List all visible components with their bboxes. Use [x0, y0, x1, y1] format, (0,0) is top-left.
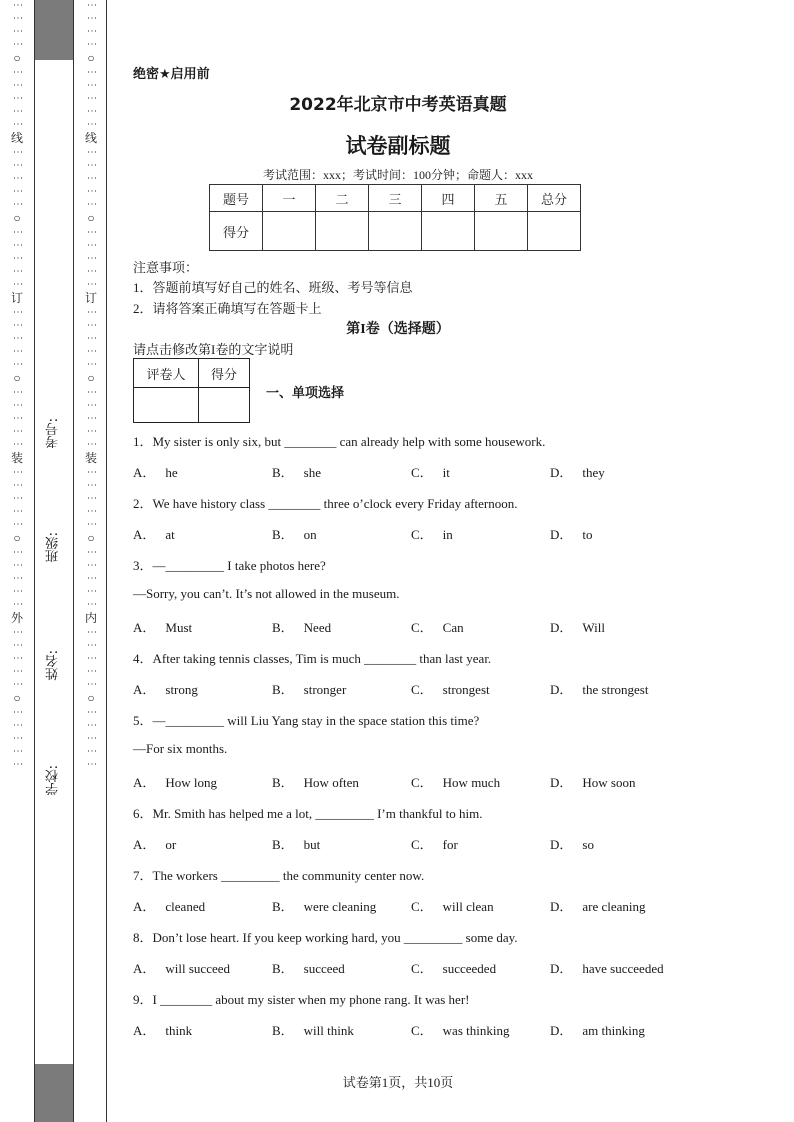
cut-dots: ⋮ [86, 106, 97, 116]
cut-dots: ⋮ [86, 320, 97, 330]
cut-dots: ⋮ [12, 160, 23, 170]
cut-dots: ⋮ [86, 227, 97, 237]
cut-dots: ⋮ [86, 119, 97, 129]
option-letter: B． [272, 1023, 294, 1038]
cut-dots: ⋮ [12, 387, 23, 397]
option-text: How often [303, 775, 359, 790]
option-letter: D． [550, 465, 573, 480]
margin-rule [106, 0, 107, 1122]
option-letter: D． [550, 1023, 573, 1038]
cut-dots: ⋮ [86, 333, 97, 343]
cut-dots: ⋮ [12, 707, 23, 717]
cut-dots: ⋮ [86, 746, 97, 756]
cut-dots: ⋮ [12, 493, 23, 503]
grader-table [133, 358, 250, 423]
cut-dots: ⋮ [12, 67, 23, 77]
cut-dots: ⋮ [12, 759, 23, 769]
option-letter: A． [133, 961, 156, 976]
option-letter: C． [411, 837, 433, 852]
cut-dots: ⋮ [12, 733, 23, 743]
answer-option[interactable] [133, 1020, 192, 1039]
question-stem: 3．—_________ I take photos here? [133, 558, 326, 573]
score-table-header-row [210, 185, 581, 212]
cut-dots: ⋮ [86, 653, 97, 663]
cut-dots: ⋮ [12, 240, 23, 250]
secret-mark: 绝密★启用前 [133, 67, 210, 82]
option-text: have succeeded [582, 961, 664, 976]
score-table-cell: 五 [475, 185, 528, 212]
cut-line-label: 订 [84, 291, 97, 305]
cut-dots: ⋮ [12, 106, 23, 116]
cut-dots: ⋮ [12, 346, 23, 356]
option-letter: D． [550, 620, 573, 635]
cut-dots: ⋮ [86, 493, 97, 503]
cut-dots: ⋮ [12, 186, 23, 196]
binding-circle-mark: ○ [87, 371, 95, 385]
answer-option[interactable] [550, 524, 593, 543]
grader-label: 评卷人 [134, 359, 199, 388]
cut-dots: ⋮ [86, 666, 97, 676]
answer-option[interactable] [411, 772, 500, 791]
option-letter: A． [133, 775, 156, 790]
option-letter: C． [411, 527, 433, 542]
answer-option[interactable] [550, 958, 664, 977]
cut-dots: ⋮ [86, 573, 97, 583]
answer-option[interactable] [272, 524, 317, 543]
answer-option[interactable] [133, 462, 178, 481]
binding-circle-mark: ○ [13, 531, 21, 545]
notes-title: 注意事项： [133, 260, 199, 275]
option-text: am thinking [582, 1023, 645, 1038]
cut-dots: ⋮ [12, 80, 23, 90]
score-table-cell: 一 [263, 185, 316, 212]
cut-dots: ⋮ [86, 733, 97, 743]
cut-dots: ⋮ [86, 307, 97, 317]
cut-dots: ⋮ [86, 640, 97, 650]
option-text: How much [442, 775, 501, 790]
exam-number-field[interactable]: 考号: [46, 418, 61, 449]
part-description[interactable]: 请点击修改第I卷的文字说明 [133, 342, 294, 357]
binding-circle-mark: ○ [87, 691, 95, 705]
cut-line-label: 线 [10, 131, 23, 145]
option-text: was thinking [442, 1023, 510, 1038]
question-stem: 9．I ________ about my sister when my phone rang. It was her! [133, 992, 470, 1007]
cut-dots: ⋮ [12, 627, 23, 637]
cut-dots: ⋮ [86, 160, 97, 170]
cut-dots: ⋮ [12, 279, 23, 289]
cut-dots: ⋮ [86, 707, 97, 717]
option-letter: A． [133, 682, 156, 697]
answer-option[interactable] [272, 896, 376, 915]
score-input-cell[interactable] [475, 212, 528, 251]
cut-dots: ⋮ [12, 266, 23, 276]
note-item: 2．请将答案正确填写在答题卡上 [133, 301, 322, 316]
binding-circle-mark: ○ [13, 51, 21, 65]
cut-dots: ⋮ [12, 119, 23, 129]
option-letter: C． [411, 961, 433, 976]
question-stem: 2．We have history class ________ three o’clock every Friday afternoon. [133, 496, 518, 511]
cut-dots: ⋮ [86, 346, 97, 356]
question-stem: 8．Don’t lose heart. If you keep working hard, you _________ some day. [133, 930, 518, 945]
cut-dots: ⋮ [12, 426, 23, 436]
answer-option[interactable] [272, 772, 359, 791]
cut-dots: ⋮ [86, 67, 97, 77]
cut-line-label: 内 [84, 611, 97, 625]
option-text: Will [582, 620, 605, 635]
cut-dots: ⋮ [12, 560, 23, 570]
cut-dots: ⋮ [86, 400, 97, 410]
question-stem: 7．The workers _________ the community center now. [133, 868, 425, 883]
option-text: he [165, 465, 178, 480]
option-text: How long [165, 775, 218, 790]
option-letter: C． [411, 682, 433, 697]
answer-option[interactable] [133, 772, 217, 791]
answer-option[interactable] [550, 462, 605, 481]
outer-cut-line [10, 0, 24, 1122]
option-letter: A． [133, 465, 156, 480]
score-table-cell: 题号 [210, 185, 263, 212]
option-text: cleaned [165, 899, 206, 914]
option-text: succeeded [442, 961, 497, 976]
cut-dots: ⋮ [86, 519, 97, 529]
option-letter: A． [133, 1023, 156, 1038]
answer-option[interactable] [272, 958, 345, 977]
cut-dots: ⋮ [86, 80, 97, 90]
option-text: succeed [303, 961, 345, 976]
binding-circle-mark: ○ [87, 51, 95, 65]
cut-dots: ⋮ [86, 413, 97, 423]
answer-option[interactable] [411, 834, 458, 853]
option-letter: C． [411, 465, 433, 480]
name-field[interactable]: 姓名: [46, 650, 61, 681]
cut-dots: ⋮ [12, 227, 23, 237]
option-letter: C． [411, 620, 433, 635]
option-text: think [165, 1023, 193, 1038]
answer-option[interactable] [272, 617, 331, 636]
cut-line-label: 外 [10, 611, 23, 625]
option-text: they [582, 465, 605, 480]
option-letter: A． [133, 527, 156, 542]
score-input-cell[interactable] [263, 212, 316, 251]
cut-dots: ⋮ [12, 599, 23, 609]
binding-circle-mark: ○ [87, 531, 95, 545]
option-text: Need [303, 620, 332, 635]
cut-dots: ⋮ [12, 480, 23, 490]
answer-option[interactable] [550, 679, 648, 698]
question-stem: 4．After taking tennis classes, Tim is much ________ than last year. [133, 651, 492, 666]
option-text: or [165, 837, 177, 852]
question-stem: 5．—_________ will Liu Yang stay in the space station this time? [133, 713, 480, 728]
page-footer: 试卷第1页，共10页 [342, 1075, 454, 1090]
cut-dots: ⋮ [12, 573, 23, 583]
answer-option[interactable] [411, 1020, 509, 1039]
option-text: strongest [442, 682, 490, 697]
option-text: How soon [582, 775, 636, 790]
binding-circle-mark: ○ [13, 691, 21, 705]
answer-option[interactable] [411, 958, 496, 977]
question-stem: 6．Mr. Smith has helped me a lot, _________ I’m thankful to him. [133, 806, 483, 821]
cut-dots: ⋮ [12, 13, 23, 23]
cut-dots: ⋮ [86, 279, 97, 289]
cut-dots: ⋮ [86, 759, 97, 769]
answer-option[interactable] [411, 679, 490, 698]
score-table-cell: 二 [316, 185, 369, 212]
answer-option[interactable] [272, 1020, 354, 1039]
option-letter: D． [550, 899, 573, 914]
option-text: for [442, 837, 458, 852]
cut-dots: ⋮ [12, 720, 23, 730]
answer-option[interactable] [133, 958, 230, 977]
answer-option[interactable] [272, 679, 346, 698]
option-letter: C． [411, 775, 433, 790]
note-item: 1．答题前填写好自己的姓名、班级、考号等信息 [133, 280, 413, 295]
section-heading: 一、单项选择 [266, 386, 345, 401]
cut-dots: ⋮ [12, 746, 23, 756]
question-stem: —Sorry, you can’t. It’s not allowed in the museum. [133, 586, 400, 601]
option-letter: A． [133, 837, 156, 852]
cut-dots: ⋮ [12, 333, 23, 343]
cut-dots: ⋮ [86, 547, 97, 557]
cut-dots: ⋮ [12, 307, 23, 317]
answer-option[interactable] [550, 1020, 645, 1039]
cut-dots: ⋮ [12, 147, 23, 157]
cut-dots: ⋮ [86, 26, 97, 36]
cut-dots: ⋮ [12, 320, 23, 330]
cut-dots: ⋮ [12, 439, 23, 449]
option-text: will clean [442, 899, 494, 914]
cut-dots: ⋮ [12, 400, 23, 410]
answer-option[interactable] [411, 524, 453, 543]
cut-dots: ⋮ [86, 560, 97, 570]
answer-option[interactable] [550, 834, 594, 853]
option-letter: D． [550, 837, 573, 852]
grader-score-label: 得分 [199, 359, 250, 388]
option-letter: B． [272, 837, 294, 852]
cut-dots: ⋮ [12, 586, 23, 596]
binding-strip-bottom-shade [35, 1064, 73, 1122]
cut-dots: ⋮ [12, 26, 23, 36]
inner-cut-line [84, 0, 98, 1122]
answer-option[interactable] [272, 462, 321, 481]
answer-option[interactable] [272, 834, 320, 853]
exam-title: 2022年北京市中考英语真题 [289, 95, 507, 115]
score-input-cell[interactable] [528, 212, 581, 251]
cut-dots: ⋮ [12, 666, 23, 676]
score-table-cell: 三 [369, 185, 422, 212]
cut-dots: ⋮ [12, 359, 23, 369]
answer-option[interactable] [550, 617, 605, 636]
cut-dots: ⋮ [12, 653, 23, 663]
cut-dots: ⋮ [86, 439, 97, 449]
option-text: at [165, 527, 175, 542]
option-text: the strongest [582, 682, 649, 697]
cut-dots: ⋮ [12, 0, 23, 10]
cut-dots: ⋮ [86, 359, 97, 369]
option-text: will think [303, 1023, 354, 1038]
cut-dots: ⋮ [12, 506, 23, 516]
score-table-cell: 得分 [210, 212, 263, 251]
question-stem: —For six months. [133, 741, 228, 756]
option-letter: C． [411, 899, 433, 914]
option-text: in [442, 527, 453, 542]
score-input-cell[interactable] [316, 212, 369, 251]
answer-option[interactable] [133, 834, 176, 853]
cut-dots: ⋮ [86, 627, 97, 637]
option-text: Can [442, 620, 464, 635]
option-letter: D． [550, 961, 573, 976]
option-text: to [582, 527, 593, 542]
binding-strip-top-shade [35, 0, 73, 60]
option-letter: A． [133, 620, 156, 635]
school-field[interactable]: 学校: [46, 765, 61, 796]
option-text: stronger [303, 682, 347, 697]
cut-dots: ⋮ [86, 186, 97, 196]
score-table [209, 184, 581, 251]
score-table-score-row [210, 212, 581, 251]
answer-option[interactable] [133, 896, 205, 915]
answer-option[interactable] [411, 462, 450, 481]
grader-name-cell[interactable] [134, 388, 199, 423]
binding-circle-mark: ○ [13, 371, 21, 385]
cut-dots: ⋮ [86, 599, 97, 609]
cut-line-label: 装 [84, 451, 97, 465]
cut-dots: ⋮ [86, 586, 97, 596]
cut-dots: ⋮ [86, 679, 97, 689]
cut-dots: ⋮ [12, 519, 23, 529]
exam-subtitle: 试卷副标题 [345, 134, 451, 158]
option-letter: D． [550, 775, 573, 790]
cut-dots: ⋮ [86, 467, 97, 477]
score-input-cell[interactable] [369, 212, 422, 251]
option-letter: B． [272, 527, 294, 542]
binding-circle-mark: ○ [87, 211, 95, 225]
option-text: she [303, 465, 322, 480]
cut-dots: ⋮ [86, 93, 97, 103]
cut-dots: ⋮ [86, 147, 97, 157]
cut-dots: ⋮ [86, 506, 97, 516]
cut-line-label: 装 [10, 451, 23, 465]
option-text: will succeed [165, 961, 231, 976]
cut-dots: ⋮ [12, 39, 23, 49]
answer-option[interactable] [133, 524, 175, 543]
answer-option[interactable] [133, 679, 198, 698]
cut-dots: ⋮ [12, 199, 23, 209]
answer-option[interactable] [411, 896, 494, 915]
exam-info: 考试范围：xxx；考试时间：100分钟；命题人：xxx [262, 168, 533, 182]
cut-dots: ⋮ [86, 266, 97, 276]
cut-dots: ⋮ [86, 387, 97, 397]
cut-dots: ⋮ [86, 426, 97, 436]
answer-option[interactable] [550, 896, 646, 915]
answer-option[interactable] [411, 617, 464, 636]
score-table-cell: 四 [422, 185, 475, 212]
option-text: are cleaning [582, 899, 646, 914]
option-text: on [303, 527, 317, 542]
option-letter: A． [133, 899, 156, 914]
score-table-cell: 总分 [528, 185, 581, 212]
answer-option[interactable] [550, 772, 635, 791]
option-letter: C． [411, 1023, 433, 1038]
cut-dots: ⋮ [86, 39, 97, 49]
cut-dots: ⋮ [12, 467, 23, 477]
answer-option[interactable] [133, 617, 192, 636]
grader-score-cell[interactable] [199, 388, 250, 423]
option-text: were cleaning [303, 899, 377, 914]
cut-dots: ⋮ [86, 480, 97, 490]
cut-dots: ⋮ [12, 679, 23, 689]
cut-dots: ⋮ [12, 173, 23, 183]
cut-dots: ⋮ [12, 93, 23, 103]
option-letter: B． [272, 465, 294, 480]
cut-dots: ⋮ [86, 13, 97, 23]
option-letter: D． [550, 682, 573, 697]
cut-dots: ⋮ [12, 253, 23, 263]
cut-dots: ⋮ [86, 0, 97, 10]
option-letter: B． [272, 899, 294, 914]
score-input-cell[interactable] [422, 212, 475, 251]
part-title: 第I卷（选择题） [346, 322, 450, 337]
cut-dots: ⋮ [12, 413, 23, 423]
cut-line-label: 订 [10, 291, 23, 305]
option-text: strong [165, 682, 198, 697]
option-letter: B． [272, 775, 294, 790]
cut-dots: ⋮ [12, 640, 23, 650]
option-letter: D． [550, 527, 573, 542]
option-text: so [582, 837, 594, 852]
cut-dots: ⋮ [86, 199, 97, 209]
option-text: it [442, 465, 450, 480]
cut-dots: ⋮ [86, 720, 97, 730]
option-letter: B． [272, 682, 294, 697]
option-letter: B． [272, 620, 294, 635]
cut-dots: ⋮ [86, 240, 97, 250]
binding-circle-mark: ○ [13, 211, 21, 225]
question-stem: 1．My sister is only six, but ________ can already help with some housework. [133, 434, 546, 449]
option-text: Must [165, 620, 193, 635]
cut-dots: ⋮ [12, 547, 23, 557]
cut-line-label: 线 [84, 131, 97, 145]
cut-dots: ⋮ [86, 173, 97, 183]
class-field[interactable]: 班级: [46, 532, 61, 563]
option-text: but [303, 837, 321, 852]
option-letter: B． [272, 961, 294, 976]
cut-dots: ⋮ [86, 253, 97, 263]
